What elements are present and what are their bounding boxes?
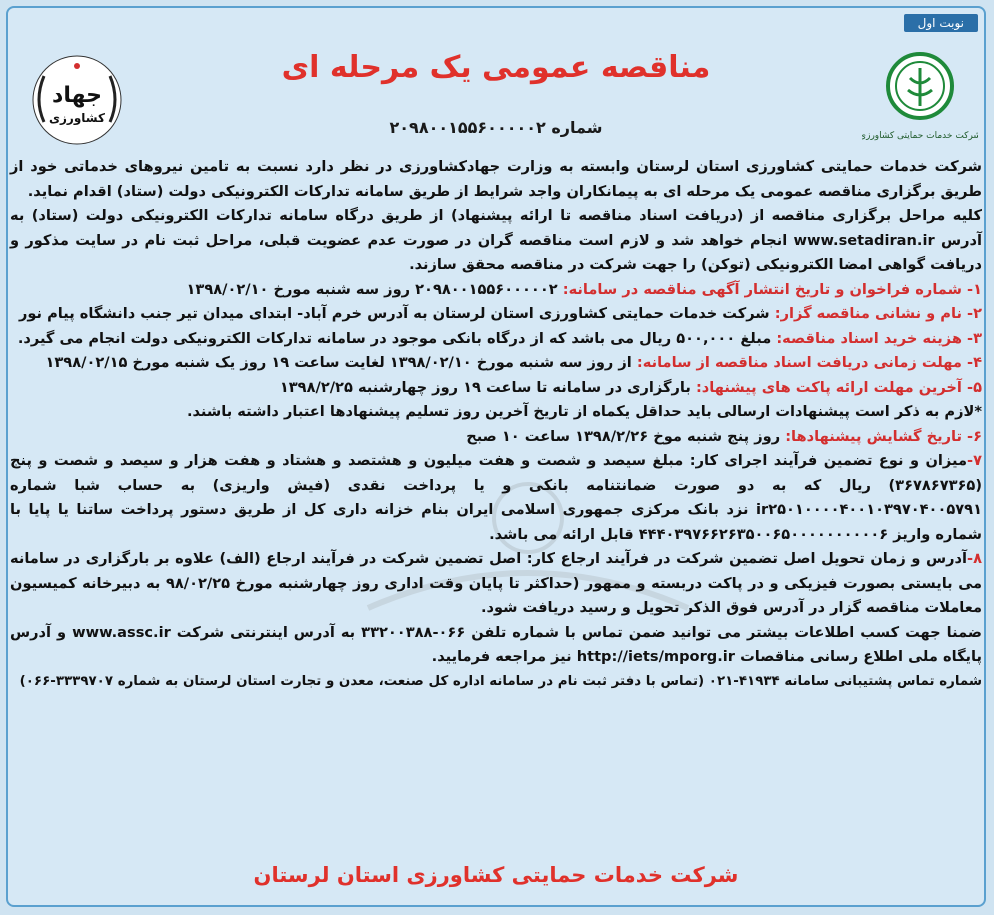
- tender-notice: [6, 6, 986, 907]
- item-2: [10, 302, 982, 327]
- logo-word-jahad: جهاد: [52, 83, 102, 108]
- item-1-label: ۱- شماره فراخوان و تاریخ انتشار آگهی مناقصه در سامانه:: [562, 280, 982, 298]
- support-line: شماره تماس پشتیبانی سامانه ۴۱۹۳۴-۰۲۱ (تماس با دفتر ثبت نام در سامانه اداره کل صنعت، معدن و تجارت استان لرستان به شماره ۳۳۳۹۷۰۷-۰۶۶): [19, 673, 982, 689]
- item-7-text: میزان و نوع تضمین فرآیند اجرای کار: مبلغ سیصد و شصت و هفت میلیون و هشتصد و هشتاد و هفت هزار و سیصد و شصت و پنج (۳۶۷۸۶۷۳۶۵) ریال که به دو صورت ضمانتنامه بانکی و یا پرداخت نقدی (فیش واریزی) به حساب شبا شماره ir۲۵۰۱۰۰۰۰۴۰۰۱۰۳۹۷۰۴۰۰۵۷۹۱ نزد بانک مرکزی جمهوری اسلامی ایران بنام خزانه داری کل از طریق دستور پرداخت ساتنا یا پایا با شماره واریز ۴۴۴۰۳۹۷۶۶۲۶۳۵۰۰۶۵۰۰۰۰۰۰۰۰۰۰۶ قابل ارائه می باشد.: [10, 452, 982, 543]
- contact-text-c: نیز مراجعه فرمایید.: [431, 648, 572, 665]
- procedure-text-b: انجام خواهد شد و لازم است مناقصه گران در صورت عدم عضویت قبلی، مراحل ثبت نام در سایت مذکور و دریافت گواهی امضا الکترونیکی (توکن) را جهت شرکت در مناقصه محقق سازند.: [10, 231, 982, 273]
- notice-title: مناقصه عمومی یک مرحله ای: [281, 50, 711, 85]
- iets-link[interactable]: http://iets/mporg.ir: [576, 648, 735, 665]
- notice-body: [10, 155, 982, 694]
- item-4-text: از روز سه شنبه مورخ ۱۳۹۸/۰۲/۱۰ لغایت ساعت ۱۹ روز یک شنبه مورخ ۱۳۹۸/۰۲/۱۵: [45, 354, 632, 371]
- contact-paragraph: [10, 621, 982, 670]
- footer-company-name: شرکت خدمات حمایتی کشاورزی استان لرستان: [253, 863, 739, 887]
- item-8-text: آدرس و زمان تحویل اصل تضمین شرکت در فرآیند ارجاع کار: اصل تضمین شرکت در فرآیند ارجاع (الف) علاوه بر بارگزاری در سامانه می بایستی بصورت فیزیکی و در پاکت دربسته و ممهور (حداکثر تا پایان وقت اداری روز چهارشنبه مورخ ۹۸/۰۲/۲۵ به دبیرخانه کمیسیون معاملات مناقصه گزار در آدرس فوق الذکر تحویل و رسید دریافت شود.: [10, 550, 983, 616]
- item-3-text: مبلغ ۵۰۰,۰۰۰ ریال می باشد که از درگاه بانکی موجود در سامانه تدارکات الکترونیکی دولت انجام می گیرد.: [17, 329, 772, 347]
- item-1: [10, 278, 982, 303]
- procedure-text-a: کلیه مراحل برگزاری مناقصه از (دریافت اسناد مناقصه تا ارائه پیشنهاد) از طریق درگاه سامانه تدارکات الکترونیکی دولت (ستاد) به آدرس: [10, 207, 982, 249]
- item-5: [10, 376, 982, 401]
- item-7: [10, 449, 982, 547]
- assc-link[interactable]: www.assc.ir: [72, 623, 171, 641]
- contact-text-a: ضمنا جهت کسب اطلاعات بیشتر می توانید ضمن تماس با شماره تلفن ۰۶۶-۳۳۲۰۰۳۸۸ به آدرس اینترنتی شرکت: [176, 623, 982, 641]
- item-4-label: ۴- مهلت زمانی دریافت اسناد مناقصه از سامانه:: [636, 354, 982, 371]
- item-2-label: ۲- نام و نشانی مناقصه گزار:: [774, 305, 982, 322]
- item-5-label: ۵- آخرین مهلت ارائه پاکت های پیشنهاد:: [695, 378, 982, 396]
- item-8-num: ۸-: [967, 550, 982, 567]
- item-8: [10, 547, 982, 621]
- item-5-text: بارگزاری در سامانه تا ساعت ۱۹ روز چهارشنبه ۱۳۹۸/۲/۲۵: [279, 378, 691, 396]
- notice-number: شماره ۲۰۹۸۰۰۱۵۵۶۰۰۰۰۰۲: [389, 118, 603, 137]
- item-1-text: ۲۰۹۸۰۰۱۵۵۶۰۰۰۰۰۲ روز سه شنبه مورخ ۱۳۹۸/۰۲/۱۰: [186, 280, 558, 298]
- item-2-text: شرکت خدمات حمایتی کشاورزی استان لرستان به آدرس خرم آباد- ابتدای میدان تیر جنب دانشگاه پیام نور: [19, 305, 770, 322]
- item-3: [10, 327, 982, 352]
- item-6: [10, 425, 982, 450]
- procedure-paragraph: [10, 204, 982, 278]
- logo-word-keshavarzi: کشاورزی: [49, 111, 105, 125]
- item-3-label: ۳- هزینه خرید اسناد مناقصه:: [776, 329, 982, 347]
- contact-text-b: و آدرس پایگاه ملی اطلاع رسانی مناقصات: [10, 623, 982, 665]
- validity-note: *لازم به ذکر است پیشنهادات ارسالی باید حداقل یکماه از تاریخ آخرین روز تسلیم پیشنهادها اعتبار داشته باشند.: [186, 403, 982, 420]
- logo-caption: شرکت خدمات حمایتی کشاورزی: [862, 131, 978, 141]
- intro-paragraph: شرکت خدمات حمایتی کشاورزی استان لرستان وابسته به وزارت جهادکشاورزی در نظر دارد نسبت به تامین نیروهای خدماتی خود از طریق برگزاری مناقصه عمومی یک مرحله ای به پیمانکاران واجد شرایط از طریق سامانه تدارکات الکترونیکی دولت (ستاد) اقدام نماید.: [10, 158, 982, 200]
- item-6-label: ۶- تاریخ گشایش پیشنهادها:: [785, 427, 982, 445]
- item-7-num: ۷-: [967, 452, 982, 469]
- setadiran-link[interactable]: www.setadiran.ir: [793, 231, 935, 249]
- item-6-text: روز پنج شنبه موخ ۱۳۹۸/۲/۲۶ ساعت ۱۰ صبح: [466, 427, 781, 445]
- publication-badge: نوبت اول: [904, 14, 978, 32]
- item-4: [10, 351, 982, 376]
